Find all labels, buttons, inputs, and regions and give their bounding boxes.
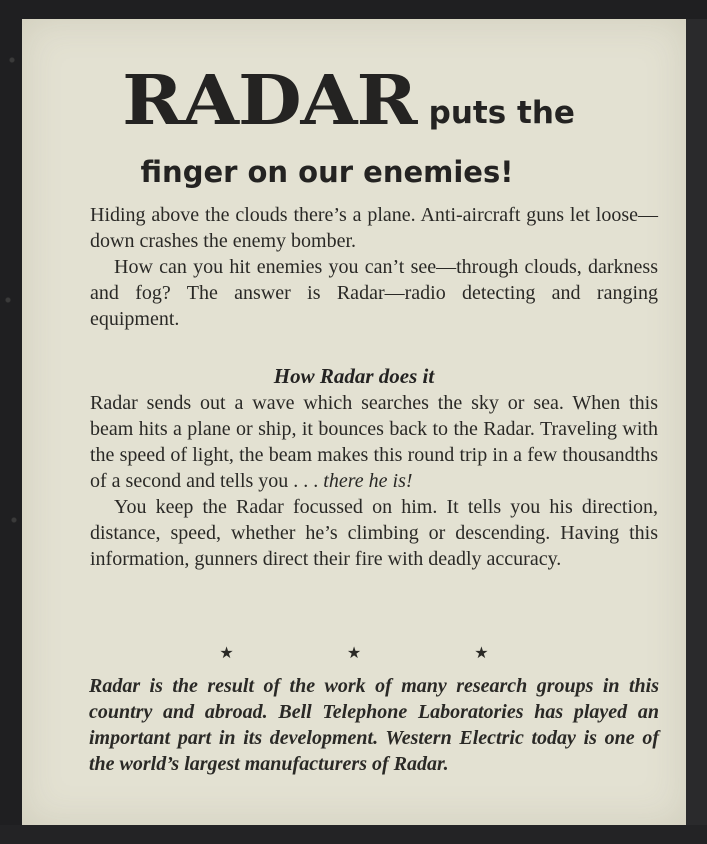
star-divider: ★ ★ ★ xyxy=(219,643,543,662)
closing-paragraph: Radar is the result of the work of many research groups in this country and abroad. Bell Telephone Laboratories has played an important part in its development. Western Electric today is one of the world’s largest manufacturers of Radar. xyxy=(89,675,659,775)
how-paragraph-1-italic: there he is! xyxy=(323,470,413,492)
headline-radar: RADAR xyxy=(122,61,417,141)
section-heading: How Radar does it xyxy=(273,364,435,388)
how-paragraph-1-text: Radar sends out a wave which searches the sky or sea. When this beam hits a plane or ship, it bounces back to the Radar. Traveling with the speed of light, the beam makes this round trip in a few thousandths of a second and tells you . . . xyxy=(90,392,658,492)
right-edge-shadow xyxy=(686,19,707,825)
bottom-edge-shadow xyxy=(0,825,707,844)
headline-puts-the: puts the xyxy=(428,95,575,131)
how-paragraph-1 xyxy=(90,390,658,494)
intro-paragraph-1: Hiding above the clouds there’s a plane. Anti-aircraft guns let loose—down crashes the enemy bomber. xyxy=(90,204,658,252)
how-paragraph-2: You keep the Radar focussed on him. It tells you his direction, distance, speed, whether he’s climbing or descending. Having this information, gunners direct their fire with deadly accuracy. xyxy=(90,496,658,570)
headline xyxy=(22,61,686,141)
intro-paragraph-2: How can you hit enemies you can’t see—through clouds, darkness and fog? The answer is Radar—radio detecting and ranging equipment. xyxy=(90,256,658,330)
how-it-works-section xyxy=(90,390,658,572)
intro-section xyxy=(90,202,658,332)
headline-subtitle: finger on our enemies! xyxy=(140,155,514,189)
ad-page xyxy=(22,19,686,825)
